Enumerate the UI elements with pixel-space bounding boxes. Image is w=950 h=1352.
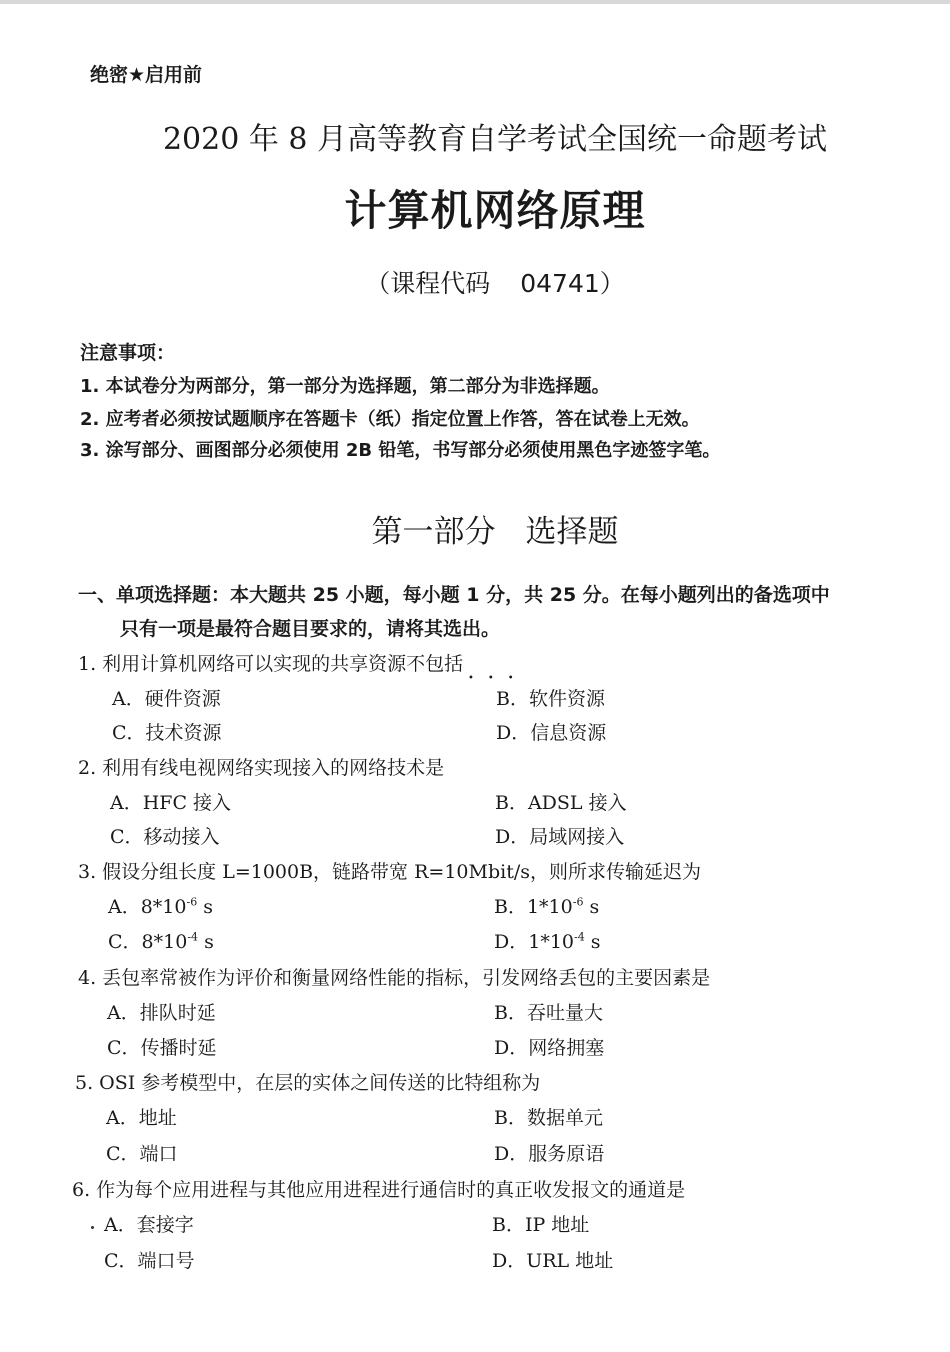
question-stem: 2. 利用有线电视网络实现接入的网络技术是 (78, 757, 445, 779)
notice-item: 1. 本试卷分为两部分，第一部分为选择题，第二部分为非选择题。 (80, 376, 610, 397)
option-b: B．吞吐量大 (494, 1002, 603, 1024)
option-a: A．硬件资源 (112, 688, 221, 710)
option-b: B．$1*10^{-6}$ s (494, 895, 600, 918)
exam-title: 2020 年 8 月高等教育自学考试全国统一命题考试 (162, 122, 828, 157)
notice-item: 3. 涂写部分、画图部分必须使用 2B 铅笔，书写部分必须使用黑色字迹签字笔。 (80, 440, 721, 461)
option-a: A．套接字 (104, 1214, 194, 1236)
option-b: B．IP 地址 (492, 1214, 590, 1236)
option-a: A．$8*10^{-6}$ s (108, 895, 214, 918)
option-a: A．地址 (106, 1107, 177, 1129)
option-c: C．移动接入 (110, 826, 220, 848)
option-c: C．$8*10^{-4}$ s (108, 930, 214, 953)
question-stem: 1. 利用计算机网络可以实现的共享资源不包括 (78, 653, 464, 675)
notice-title: 注意事项： (80, 342, 176, 364)
option-d: D．服务原语 (494, 1143, 605, 1165)
question-stem: 4. 丢包率常被作为评价和衡量网络性能的指标，引发网络丢包的主要因素是 (78, 967, 711, 989)
option-c: C．端口 (106, 1143, 178, 1165)
question-stem: 5. OSI 参考模型中，在层的实体之间传送的比特组称为 (75, 1072, 541, 1094)
confidential-label: 绝密★启用前 (90, 64, 203, 86)
question-stem: 6. 作为每个应用进程与其他应用进程进行通信时的真正收发报文的通道是 (72, 1179, 686, 1201)
course-code-label: （课程代码 (365, 269, 491, 298)
option-b: B．ADSL 接入 (495, 792, 627, 814)
option-d: D．URL 地址 (492, 1250, 614, 1272)
scan-speck (91, 1226, 94, 1229)
section-instruction-cont: 只有一项是最符合题目要求的，请将其选出。 (120, 618, 501, 640)
question-stem: 3. 假设分组长度 L=1000B，链路带宽 R=10Mbit/s，则所求传输延迟为 (78, 861, 701, 883)
notice-item: 2. 应考者必须按试题顺序在答题卡（纸）指定位置上作答，答在试卷上无效。 (80, 409, 700, 430)
part-title (0, 506, 950, 551)
option-b: B．软件资源 (496, 688, 605, 710)
course-code (0, 264, 950, 300)
option-b: B．数据单元 (494, 1107, 603, 1129)
emphasis-dots: ••• (468, 673, 528, 684)
page-edge (0, 0, 950, 4)
option-c: C．端口号 (104, 1250, 195, 1272)
option-a: A．排队时延 (107, 1002, 216, 1024)
section-instruction: 一、单项选择题：本大题共 25 小题，每小题 1 分，共 25 分。在每小题列出的备选项中 (78, 584, 830, 606)
subject-title: 计算机网络原理 (344, 186, 646, 235)
part-title-left: 第一部分 (371, 514, 496, 550)
option-d: D．局域网接入 (495, 826, 625, 848)
option-d: D．$1*10^{-4}$ s (494, 930, 601, 953)
option-d: D．信息资源 (496, 722, 607, 744)
part-title-right: 选择题 (525, 514, 619, 550)
course-code-value: 04741） (520, 269, 625, 298)
option-a: A．HFC 接入 (110, 792, 232, 814)
option-c: C．传播时延 (107, 1037, 217, 1059)
option-d: D．网络拥塞 (494, 1037, 605, 1059)
option-c: C．技术资源 (112, 722, 222, 744)
